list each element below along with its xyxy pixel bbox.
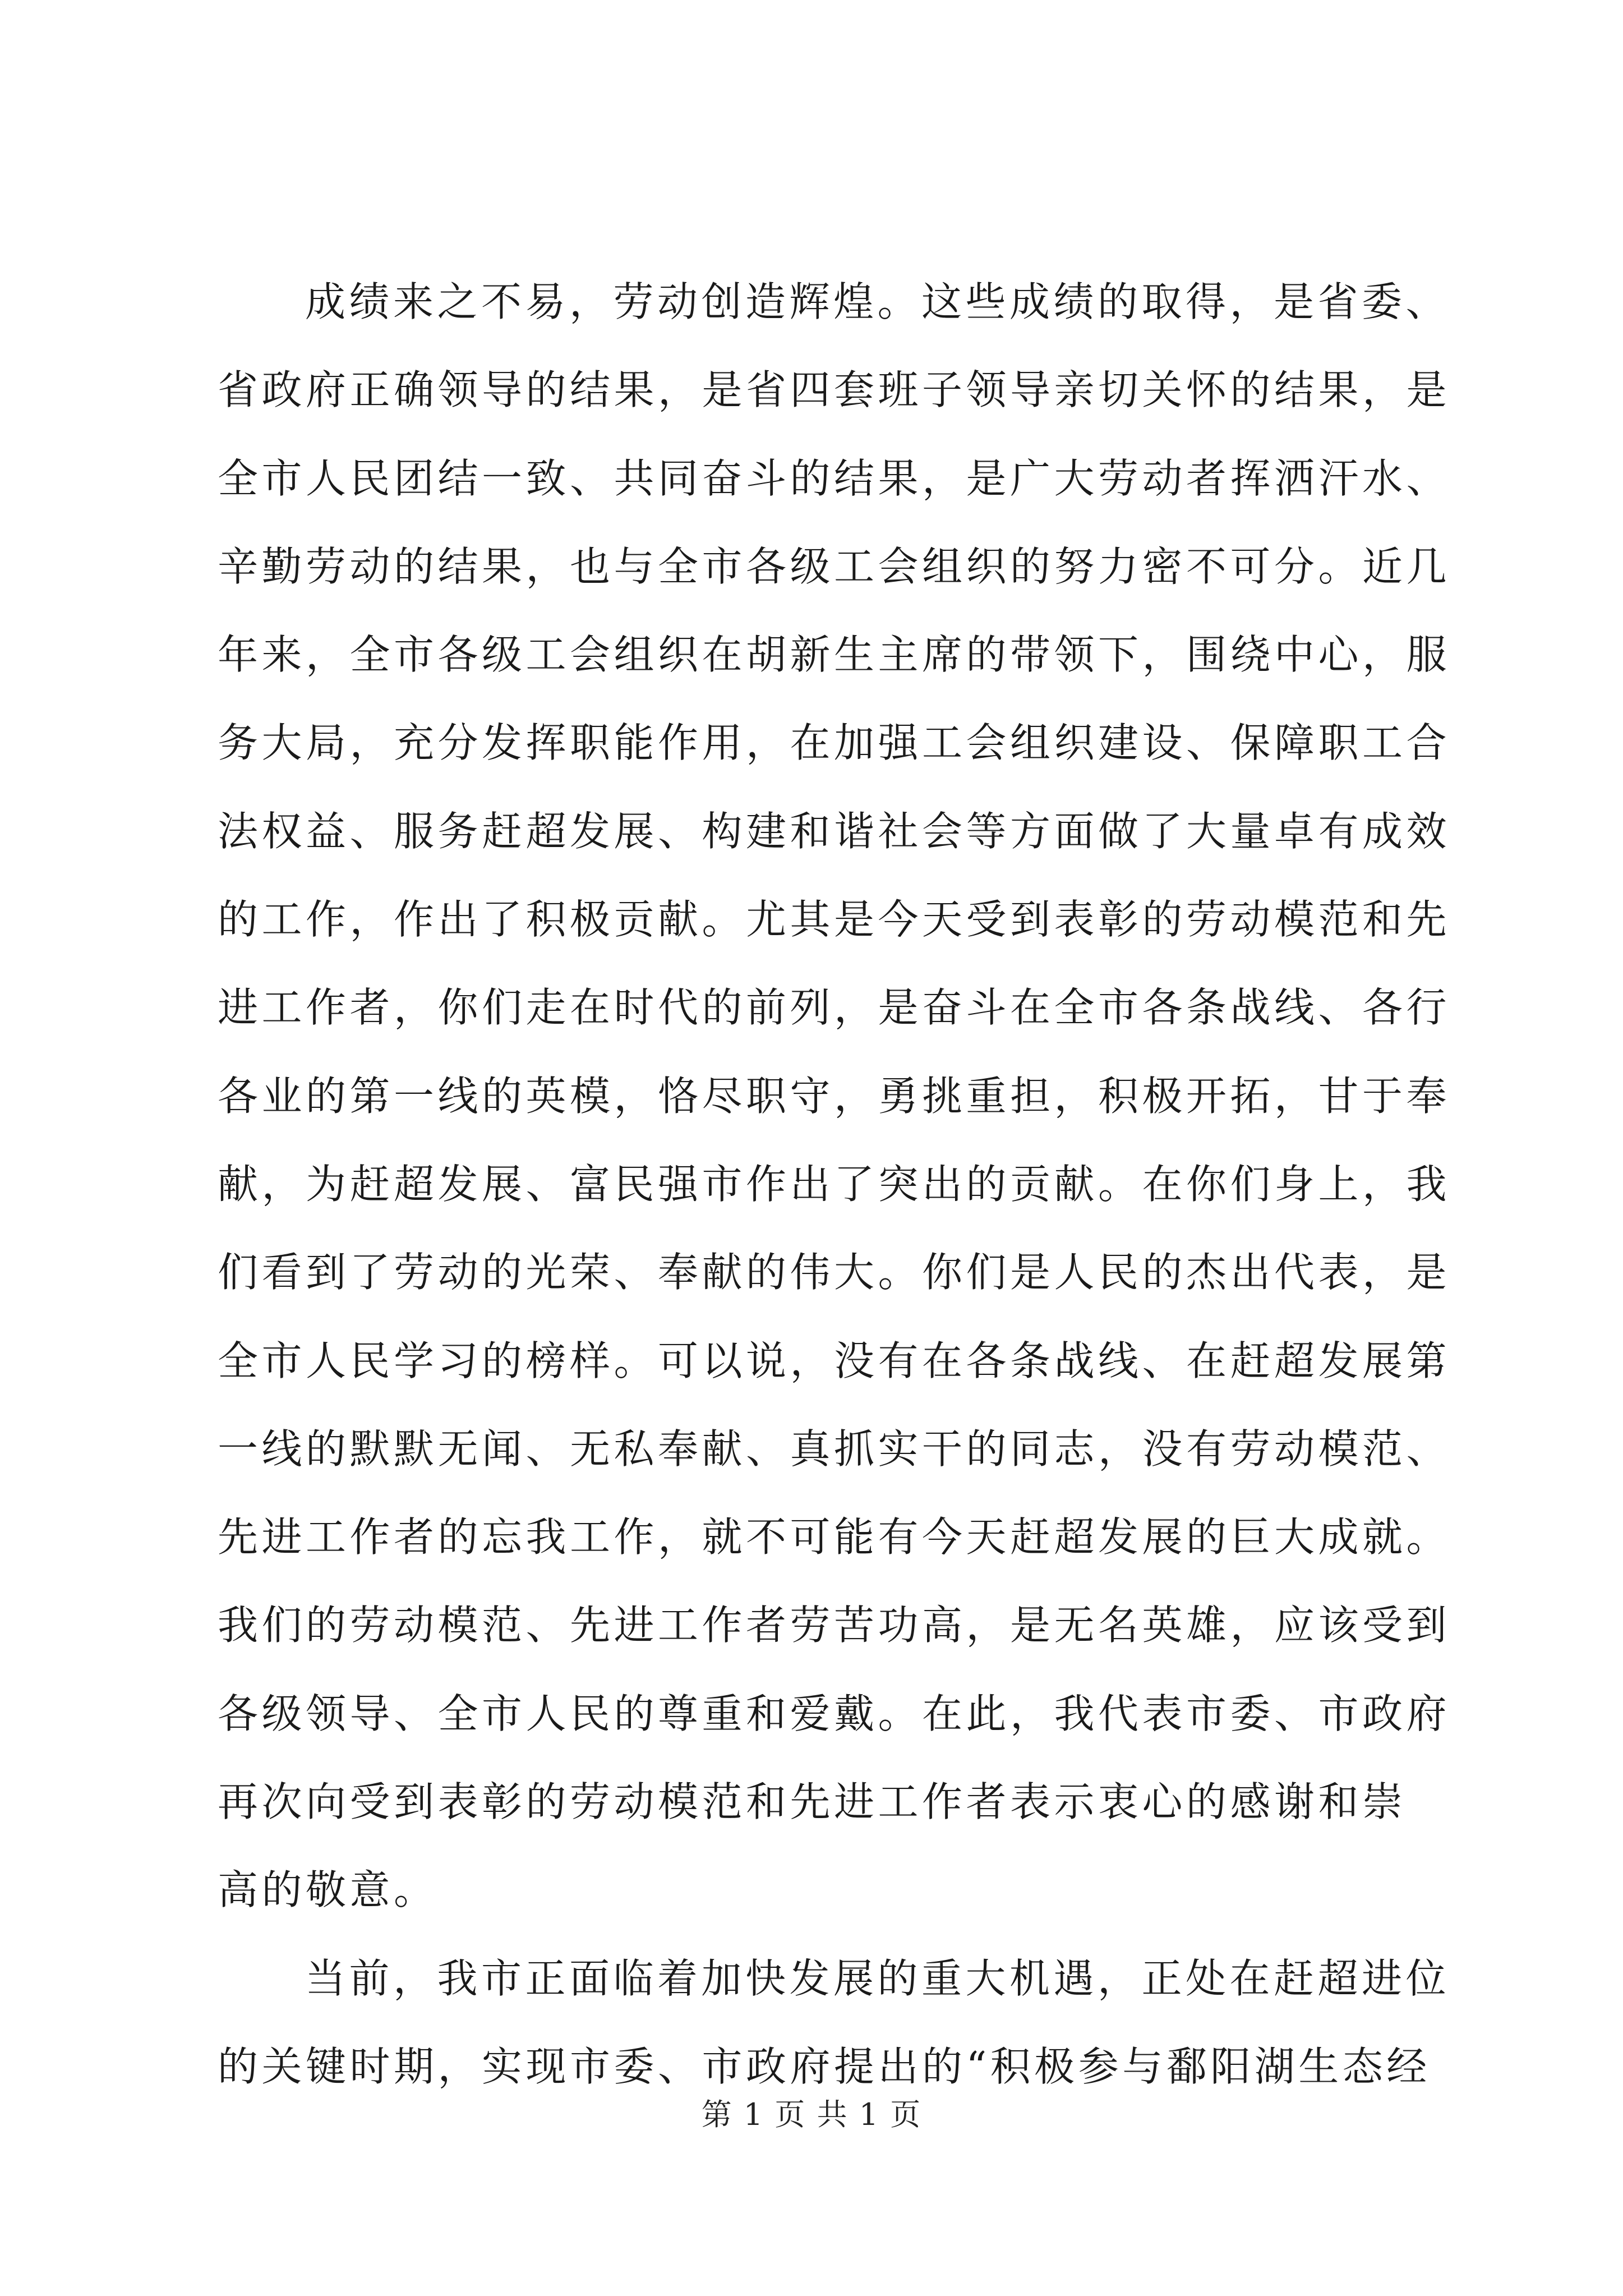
paragraph-line: 高的敬意。 <box>218 1866 438 1914</box>
paragraph-line: 进工作者，你们走在时代的前列，是奋斗在全市各条战线、各行 <box>218 984 1451 1032</box>
page-number-label: 第 1 页 共 1 页 <box>701 2097 922 2132</box>
paragraph-line: 各业的第一线的英模，恪尽职守，勇挑重担，积极开拓，甘于奉 <box>218 1072 1451 1120</box>
paragraph-line: 全市人民团结一致、共同奋斗的结果，是广大劳动者挥洒汗水、 <box>218 454 1451 502</box>
paragraph-line: 辛勤劳动的结果，也与全市各级工会组织的努力密不可分。近几 <box>218 542 1451 590</box>
paragraph-line: 当前，我市正面临着加快发展的重大机遇，正处在赶超进位 <box>305 1954 1450 2002</box>
paragraph-line: 们看到了劳动的光荣、奉献的伟大。你们是人民的杰出代表，是 <box>218 1249 1451 1296</box>
body-text <box>218 258 1451 2111</box>
paragraph-line: 务大局，充分发挥职能作用，在加强工会组织建设、保障职工合 <box>218 719 1451 767</box>
paragraph-line: 的工作，作出了积极贡献。尤其是今天受到表彰的劳动模范和先 <box>218 896 1451 944</box>
paragraph-line: 先进工作者的忘我工作，就不可能有今天赶超发展的巨大成就。 <box>218 1513 1451 1561</box>
paragraph-line: 各级领导、全市人民的尊重和爱戴。在此，我代表市委、市政府 <box>218 1690 1451 1737</box>
paragraph-line: 年来，全市各级工会组织在胡新生主席的带领下，围绕中心，服 <box>218 631 1451 679</box>
paragraph-line: 法权益、服务赶超发展、构建和谐社会等方面做了大量卓有成效 <box>218 807 1451 855</box>
paragraph-line: 我们的劳动模范、先进工作者劳苦功高，是无名英雄，应该受到 <box>218 1602 1451 1649</box>
paragraph-line: 成绩来之不易，劳动创造辉煌。这些成绩的取得，是省委、 <box>305 278 1450 325</box>
paragraph-line: 献，为赶超发展、富民强市作出了突出的贡献。在你们身上，我 <box>218 1160 1451 1208</box>
paragraph-line: 一线的默默无闻、无私奉献、真抓实干的同志，没有劳动模范、 <box>218 1425 1451 1473</box>
page-footer <box>0 2095 1623 2134</box>
paragraph-line: 省政府正确领导的结果，是省四套班子领导亲切关怀的结果，是 <box>218 366 1451 414</box>
paragraph-line: 的关键时期，实现市委、市政府提出的“积极参与鄱阳湖生态经 <box>218 2042 1431 2090</box>
paragraph-line: 再次向受到表彰的劳动模范和先进工作者表示衷心的感谢和崇 <box>218 1778 1407 1826</box>
paragraph-line: 全市人民学习的榜样。可以说，没有在各条战线、在赶超发展第 <box>218 1337 1451 1384</box>
